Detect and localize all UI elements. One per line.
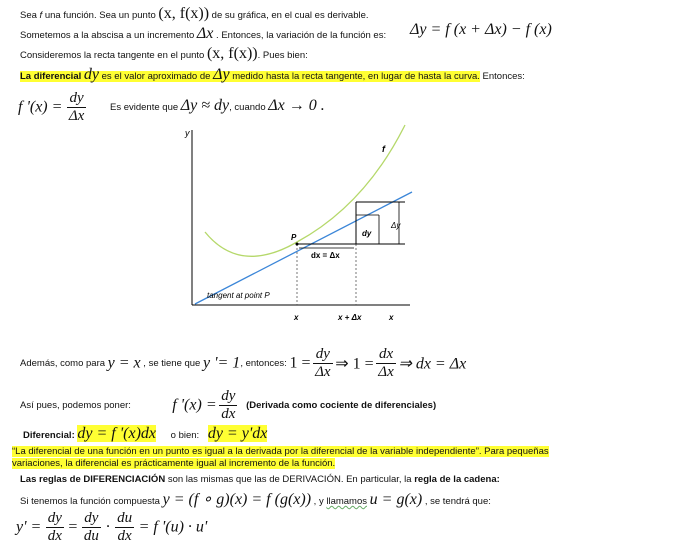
asi-line: Así pues, podemos poner: f '(x) = $\frac{dy}{dx}$ (Derivada como cociente de diferenciales) <box>20 388 437 422</box>
dy-label: dy <box>362 229 372 238</box>
x-plus-dx-tick: x + Δx <box>338 313 362 322</box>
dx-label: dx = Δx <box>311 251 340 260</box>
cadena-line: Si tenemos la función compuesta y = (f ∘ g)(x) = f (g(x)) , y llamamos u = g(x) , se tendrá que: <box>20 491 491 508</box>
x-axis-label: x <box>389 313 394 322</box>
ademas-line: Además, como para y = x , se tiene que y '= 1, entonces: 1 = $\frac{dy}{\Delta x}$ ⇒ 1 = $\frac{dx}{\Delta x}$ ⇒ dx = Δx <box>20 346 467 380</box>
chain-rule-formula: y' = $\frac{dy}{dx}$ = $\frac{dy}{du}$ · $\frac{du}{dx}$ = f '(u) · u' <box>16 510 208 544</box>
line-3: Consideremos la recta tangente en el punto (x, f(x)). Pues bien: <box>20 45 308 62</box>
line-2: Sometemos a la abscisa a un incremento Δx . Entonces, la variación de la función es: <box>20 25 387 42</box>
evident-line: Es evidente que Δy ≈ dy, cuando Δx → 0 . <box>110 97 325 114</box>
tangent-label: tangent at point P <box>207 291 270 300</box>
f-label: f <box>382 144 385 154</box>
diferencial-line: Diferencial: dy = f '(x)dx o bien: dy = y'dx <box>23 425 268 442</box>
function-curve <box>205 125 405 256</box>
delta-y-equation: Δy = f (x + Δx) − f (x) <box>410 21 552 38</box>
reglas-line: Las reglas de DIFERENCIACIÓN son las mismas que las de DERIVACIÓN. En particular, la regla de la cadena: <box>20 474 500 485</box>
line-4: La diferencial dy es el valor aproximado de Δy medido hasta la recta tangente, en lugar de hasta la curva. Entonces: <box>20 66 525 83</box>
delta-y-label: Δy <box>391 221 401 230</box>
line-1: Sea f una función. Sea un punto (x, f(x)) de su gráfica, en el cual es derivable. <box>20 5 369 22</box>
p-label: P <box>291 233 297 242</box>
derivative-definition: f '(x) = $\frac{dy}{\Delta x}$ <box>18 90 85 124</box>
y-axis-label: y <box>185 128 190 138</box>
x-tick: x <box>294 313 299 322</box>
differential-graph <box>175 120 420 325</box>
quote-paragraph: “La diferencial de una función en un punto es igual a la derivada por la diferencial de la variable independiente”. Para pequeñas variaciones, la diferencial es prácticamente igual al incremento de la función. <box>12 446 549 469</box>
